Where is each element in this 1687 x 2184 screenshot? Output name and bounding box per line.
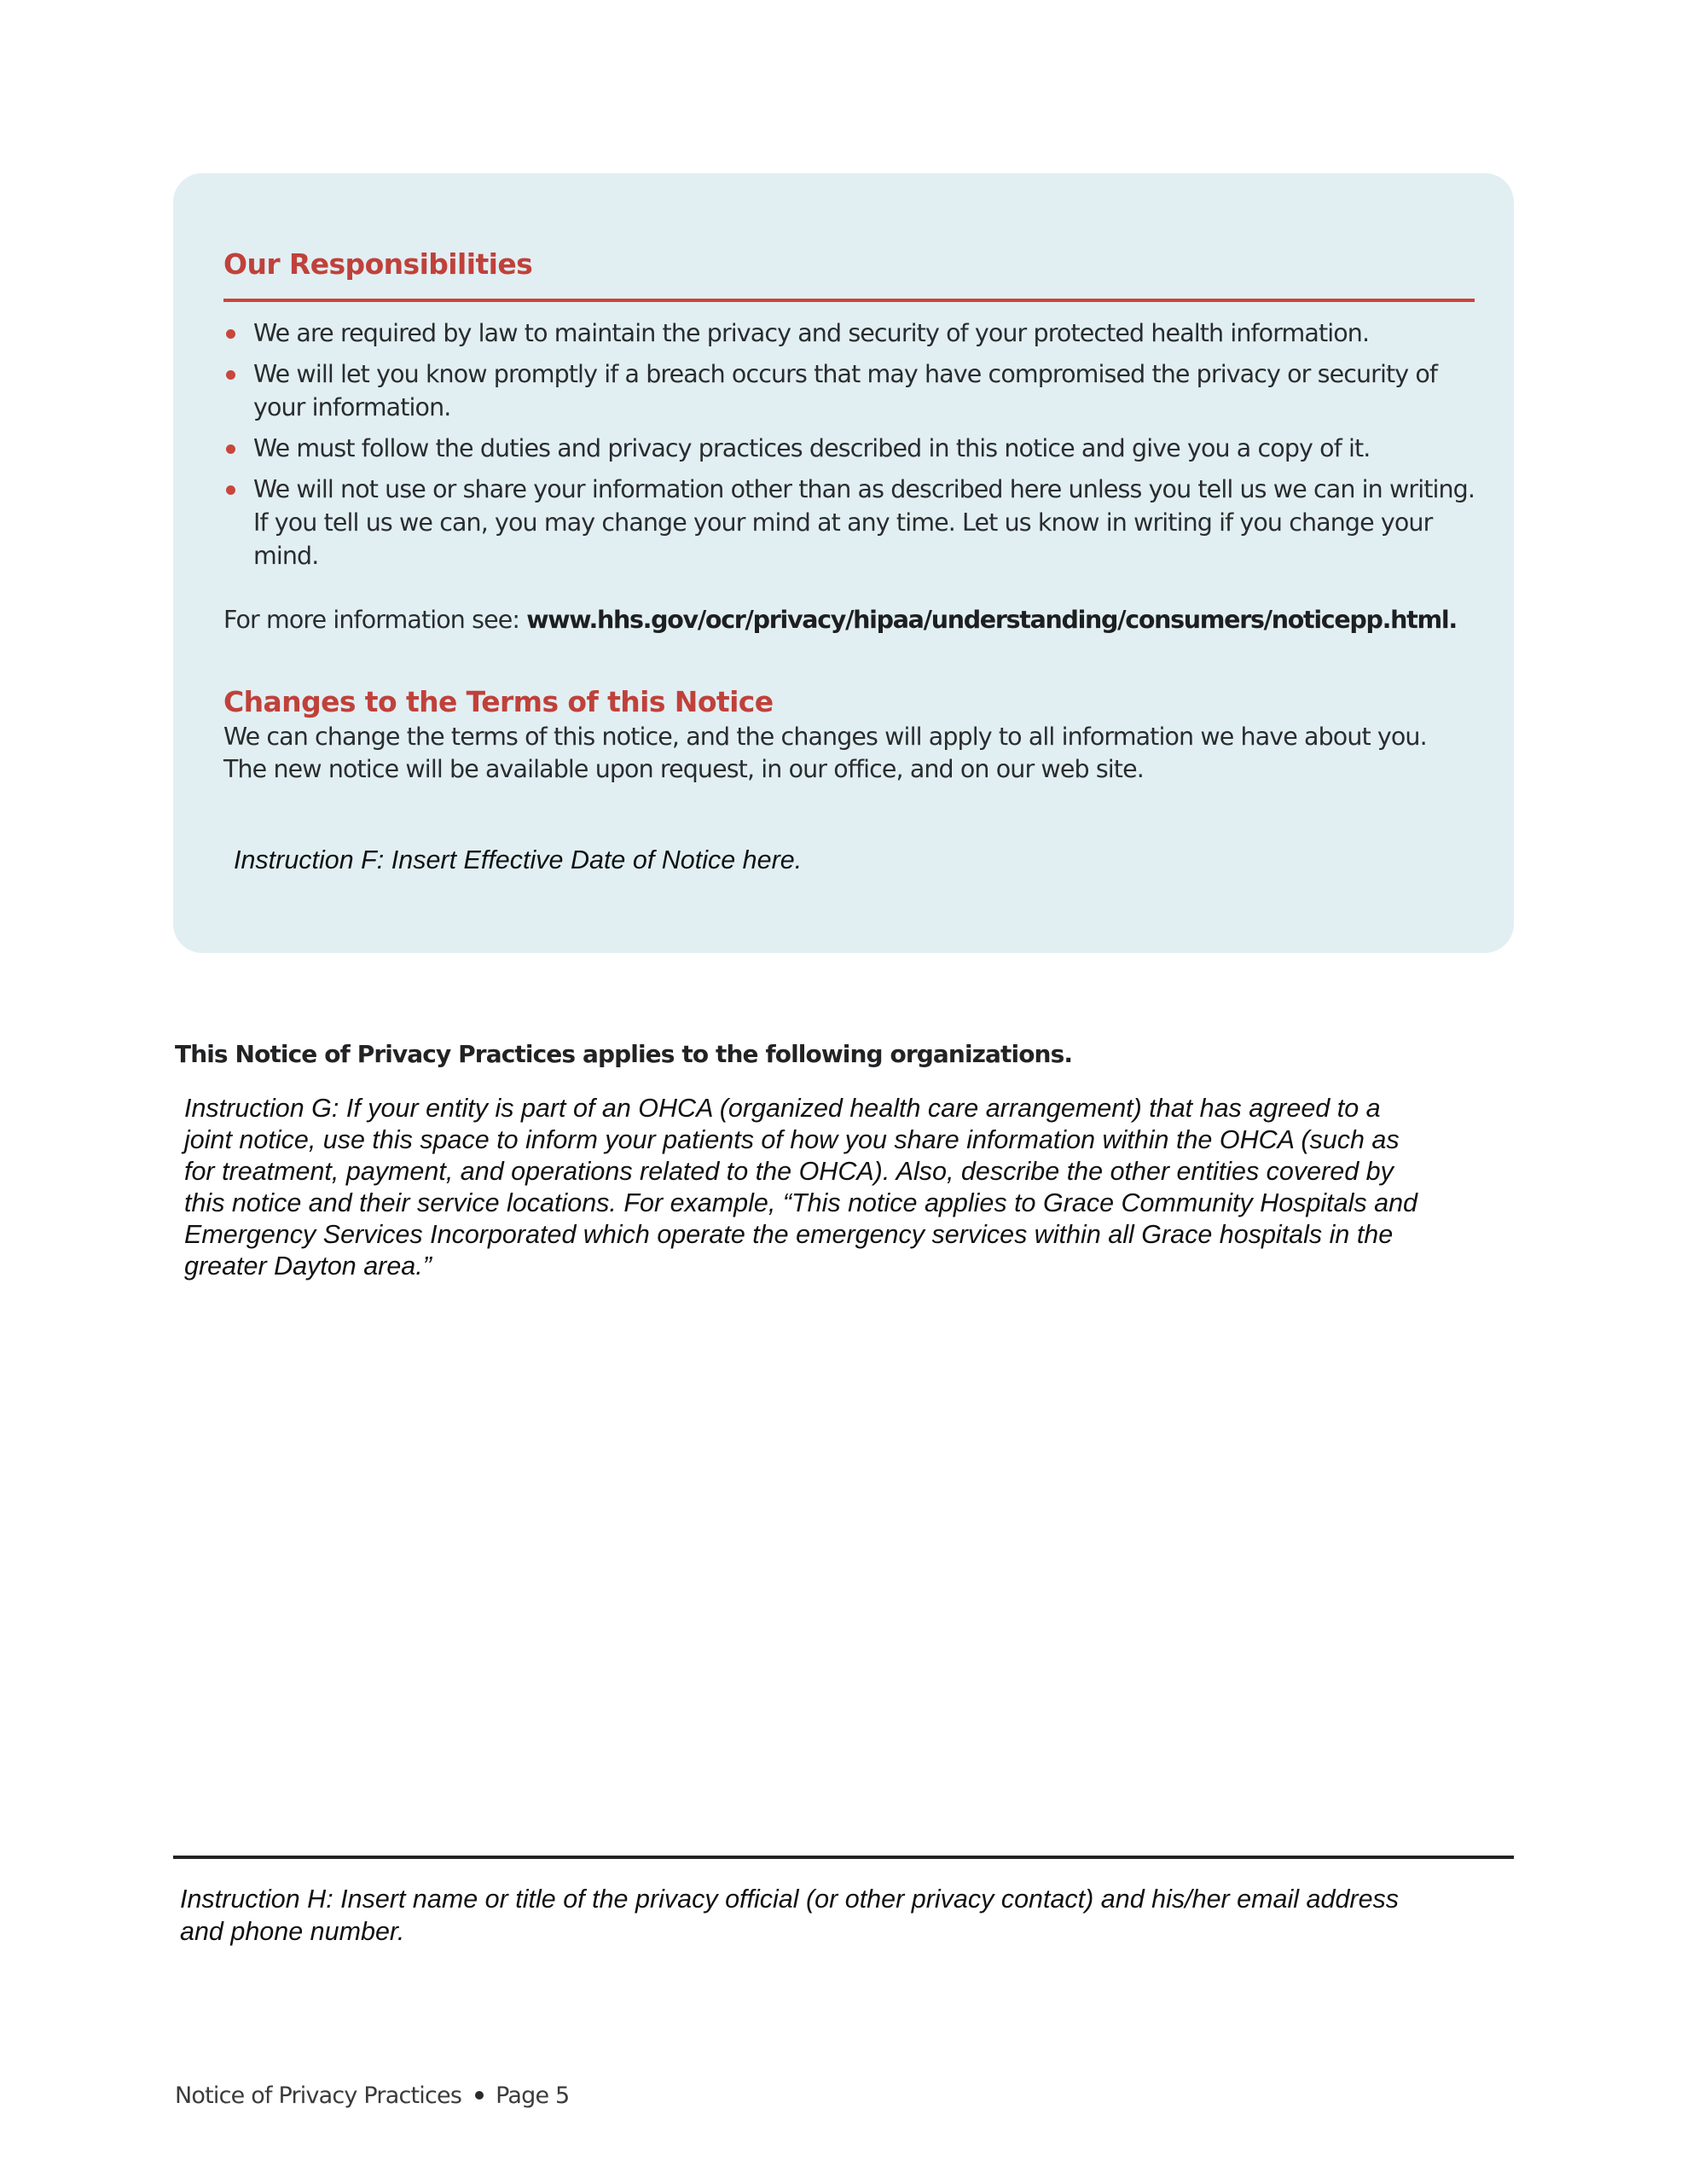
- bullet-icon: [226, 444, 235, 454]
- heading-divider: [223, 299, 1475, 302]
- page-footer: [175, 2080, 569, 2112]
- list-item-text: We are required by law to maintain the privacy and security of your protected health information.: [253, 319, 1370, 347]
- footer-document-title: Notice of Privacy Practices: [175, 2082, 462, 2109]
- list-item: [223, 357, 1477, 424]
- list-item-text: We must follow the duties and privacy practices described in this notice and give you a copy of it.: [253, 434, 1371, 462]
- bullet-icon: [226, 329, 235, 339]
- more-info-label: For more information see:: [223, 606, 527, 634]
- instruction-g-line: joint notice, use this space to inform your patients of how you share information within the OHCA (such as: [184, 1125, 1400, 1154]
- instruction-g-line: this notice and their service locations. For example, “This notice applies to Grace Community Hospitals and: [184, 1188, 1418, 1217]
- instruction-g-line: Emergency Services Incorporated which operate the emergency services within all Grace hospitals in the: [184, 1220, 1394, 1249]
- contact-divider: [173, 1856, 1514, 1859]
- our-responsibilities-heading: Our Responsibilities: [223, 247, 533, 281]
- instruction-g-line: Instruction G: If your entity is part of an OHCA (organized health care arrangement) that has agreed to a: [184, 1094, 1381, 1123]
- list-item: [223, 473, 1477, 572]
- responsibilities-list: [223, 317, 1477, 580]
- bullet-separator-icon: [475, 2091, 484, 2100]
- hhs-link[interactable]: www.hhs.gov/ocr/privacy/hipaa/understanding/consumers/noticepp.html.: [526, 606, 1457, 634]
- list-item: [223, 317, 1477, 350]
- list-item-text: We will not use or share your information other than as described here unless you tell us we can in writing. If you tell us we can, you may change your mind at any time. Let us know in writing if you change your mind.: [253, 475, 1475, 570]
- instruction-h-line: and phone number.: [180, 1917, 405, 1946]
- instruction-f-effective-date: Instruction F: Insert Effective Date of Notice here.: [234, 845, 803, 874]
- bullet-icon: [226, 370, 235, 380]
- changes-body-line-1: We can change the terms of this notice, and the changes will apply to all information we have about you.: [223, 723, 1427, 751]
- instruction-h-line: Instruction H: Insert name or title of the privacy official (or other privacy contact) and his/her email address: [180, 1885, 1400, 1914]
- organizations-heading: This Notice of Privacy Practices applies to the following organizations.: [175, 1040, 1073, 1068]
- footer-page-number: Page 5: [496, 2082, 570, 2109]
- list-item: [223, 432, 1477, 465]
- instruction-g-line: greater Dayton area.”: [184, 1252, 432, 1281]
- instruction-g-line: for treatment, payment, and operations related to the OHCA). Also, describe the other entities covered by: [184, 1157, 1394, 1186]
- bullet-icon: [226, 485, 235, 495]
- changes-body-line-2: The new notice will be available upon request, in our office, and on our web site.: [223, 755, 1144, 783]
- changes-heading: Changes to the Terms of this Notice: [223, 685, 774, 718]
- list-item-text: We will let you know promptly if a breach occurs that may have compromised the privacy or security of your information.: [253, 360, 1438, 421]
- more-info-line: [223, 604, 1457, 636]
